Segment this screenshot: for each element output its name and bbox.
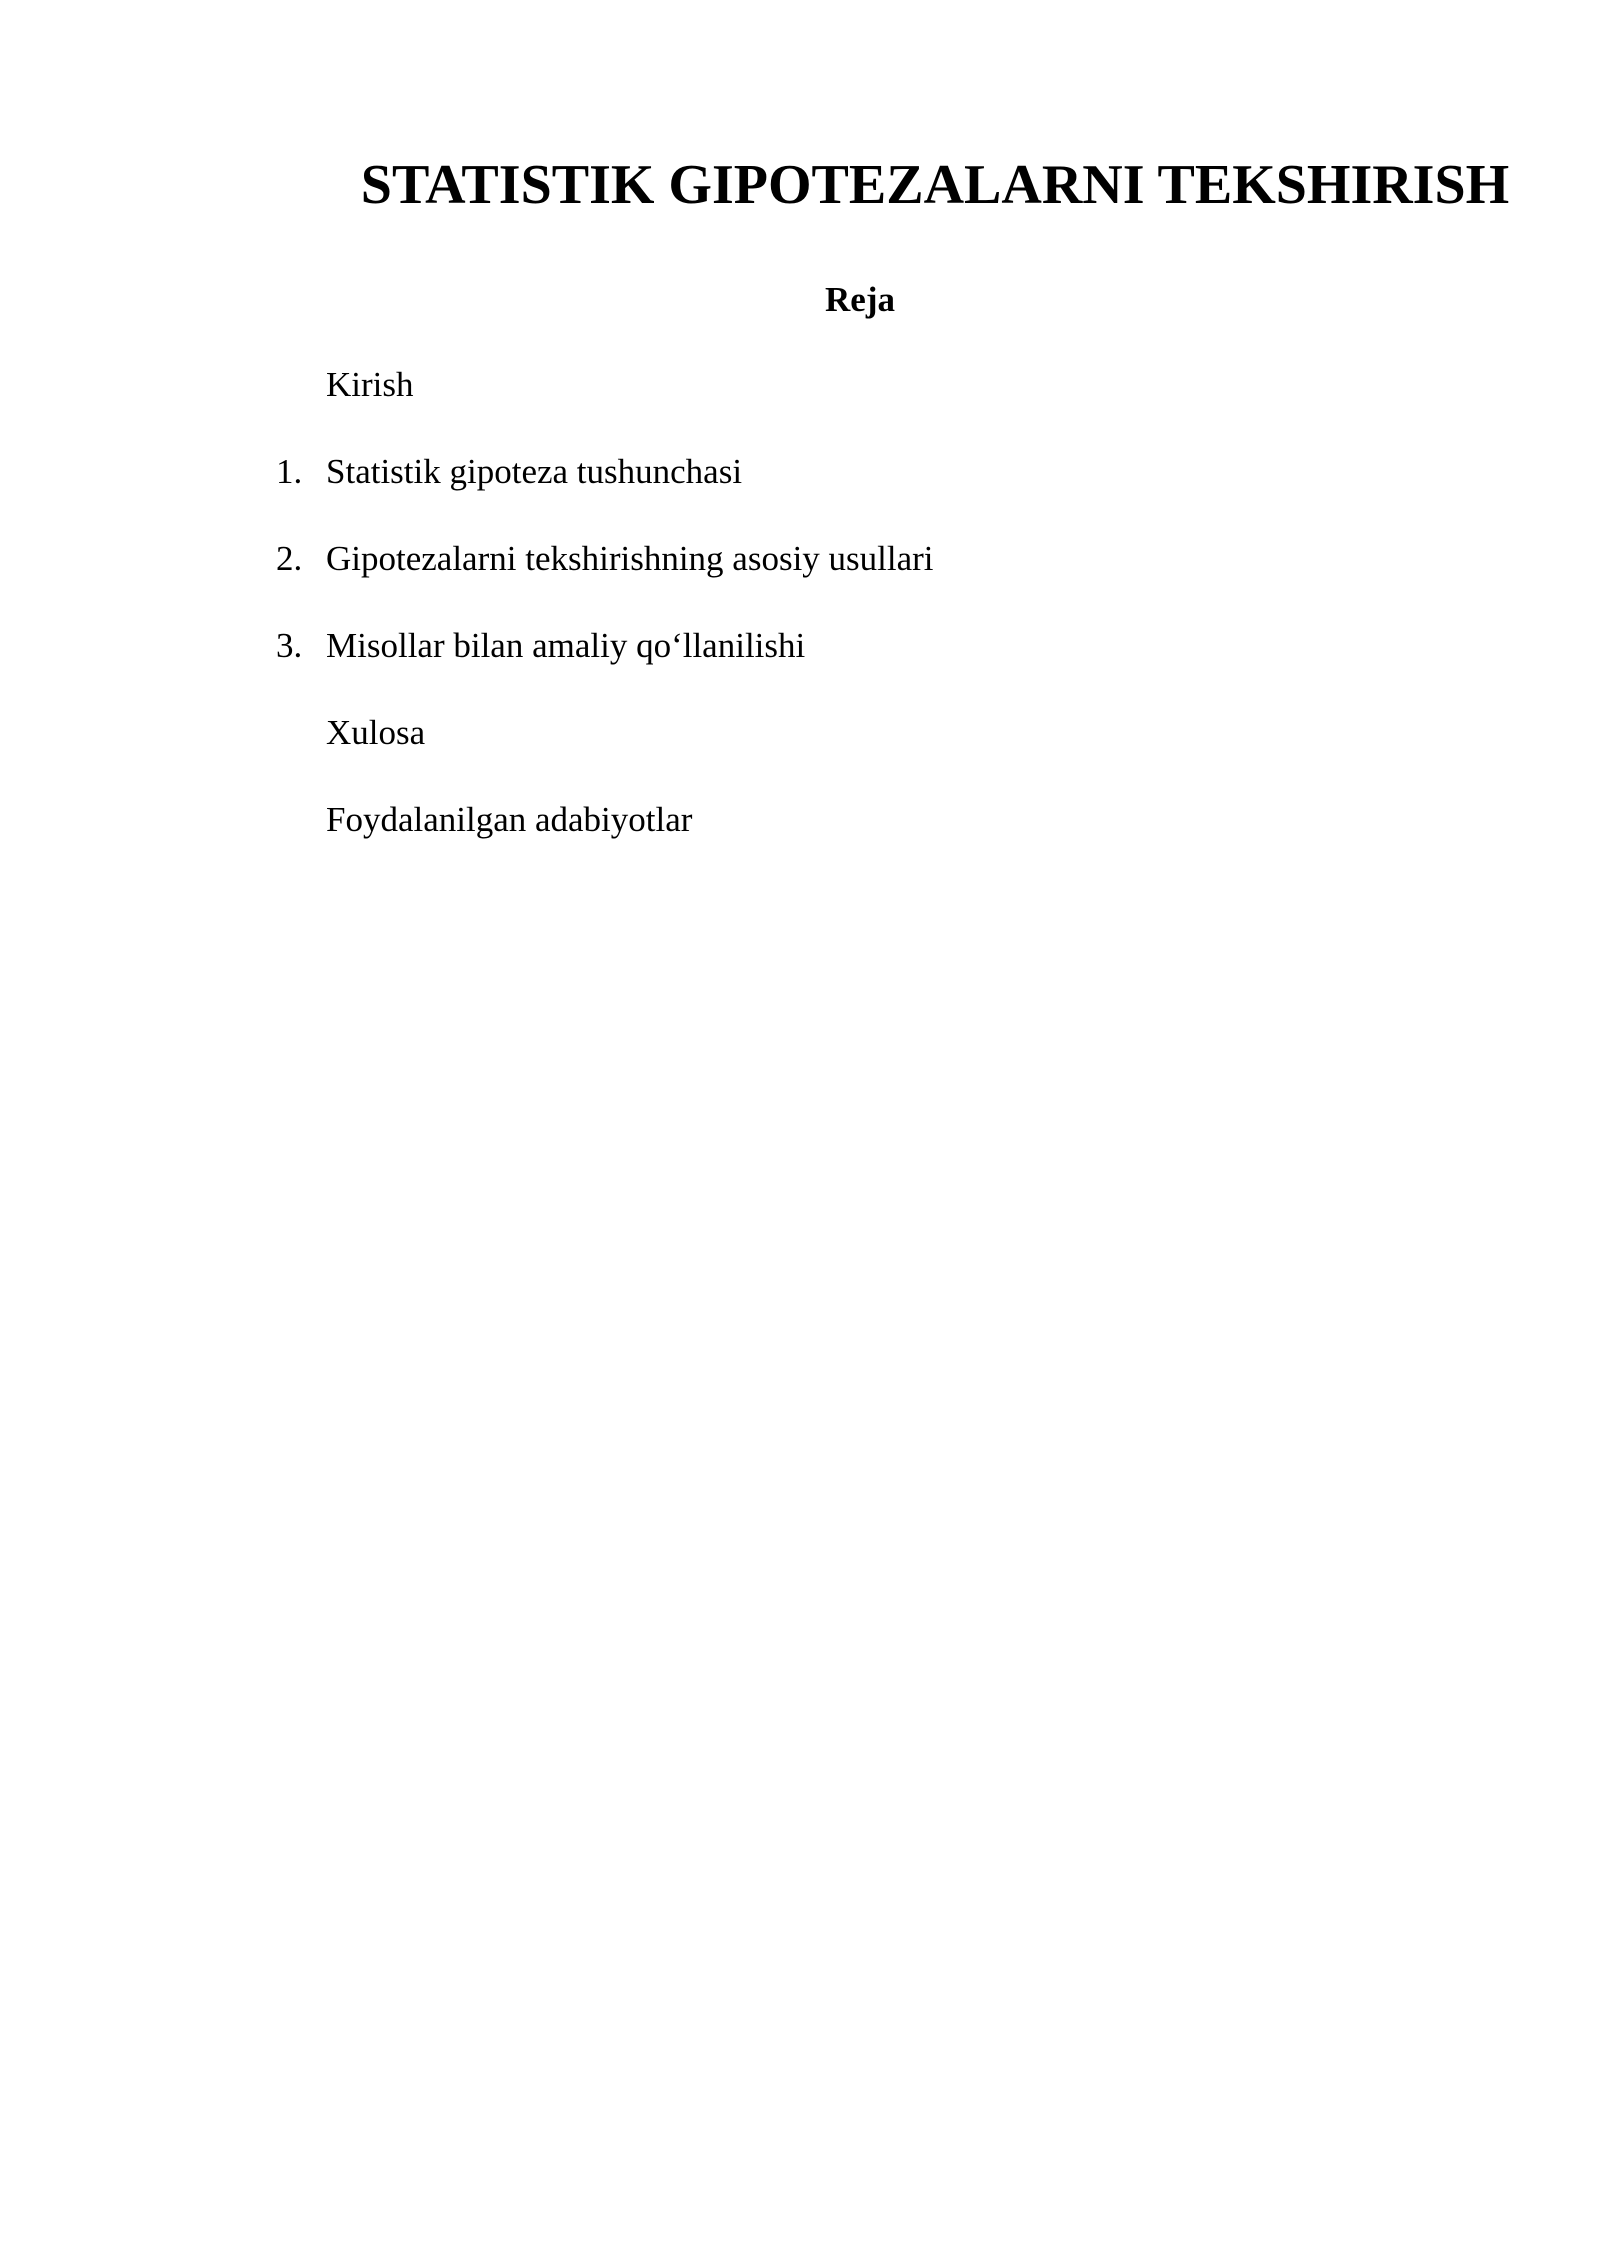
plan-item-text: Statistik gipoteza tushunchasi (326, 452, 743, 491)
plan-item-1 (0, 447, 1600, 534)
plan-item-references (0, 795, 1600, 882)
plan-item-3 (0, 621, 1600, 708)
plan-item-number: 3. (276, 626, 303, 665)
plan-item-intro (0, 360, 1600, 447)
plan-item-2 (0, 534, 1600, 621)
plan-list (0, 360, 1600, 882)
plan-item-text: Xulosa (326, 713, 426, 752)
document-title: STATISTIK GIPOTEZALARNI TEKSHIRISH (360, 154, 1510, 216)
plan-item-text: Misollar bilan amaliy qo‘llanilishi (326, 626, 806, 665)
plan-item-text: Kirish (326, 365, 414, 404)
plan-heading: Reja (825, 280, 895, 319)
plan-item-number: 1. (276, 452, 303, 491)
plan-item-text: Foydalanilgan adabiyotlar (326, 800, 693, 839)
plan-item-conclusion (0, 708, 1600, 795)
plan-item-number: 2. (276, 539, 303, 578)
plan-item-text: Gipotezalarni tekshirishning asosiy usullari (326, 539, 934, 578)
